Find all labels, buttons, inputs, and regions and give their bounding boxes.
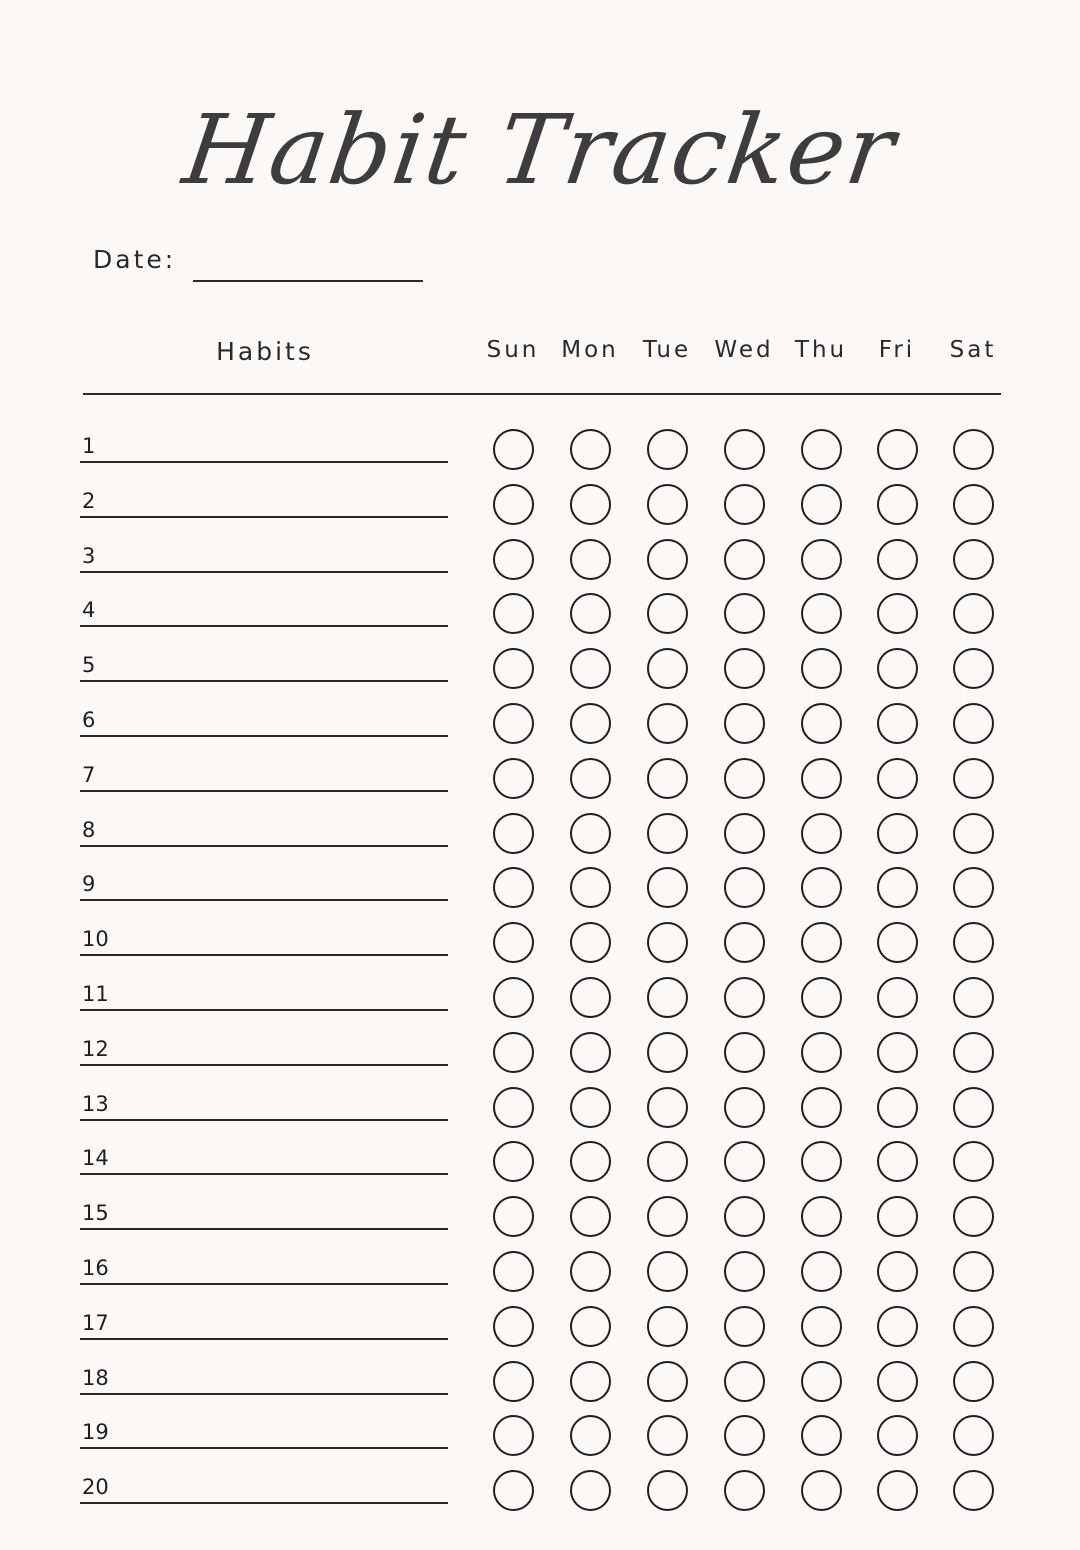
habit-checkbox-tue[interactable] (647, 813, 688, 854)
habit-row (0, 1306, 1080, 1360)
habit-name-field[interactable] (80, 1064, 448, 1066)
habit-checkbox-thu[interactable] (801, 813, 842, 854)
habit-checkbox-sat[interactable] (953, 1196, 994, 1237)
habit-checkbox-wed[interactable] (724, 1087, 765, 1128)
habit-checkbox-fri[interactable] (877, 1141, 918, 1182)
habit-row (0, 539, 1080, 593)
habit-checkbox-mon[interactable] (570, 648, 611, 689)
habit-checkbox-thu[interactable] (801, 1087, 842, 1128)
habit-checkbox-sat[interactable] (953, 703, 994, 744)
habit-checkbox-mon[interactable] (570, 758, 611, 799)
habit-checkbox-wed[interactable] (724, 484, 765, 525)
habit-checkbox-wed[interactable] (724, 1251, 765, 1292)
habit-row (0, 813, 1080, 867)
habit-name-field[interactable] (80, 516, 448, 518)
habit-row (0, 922, 1080, 976)
habit-row (0, 1196, 1080, 1250)
habit-checkbox-thu[interactable] (801, 1470, 842, 1511)
page-title: Habit Tracker (177, 94, 903, 206)
habit-checkbox-sat[interactable] (953, 867, 994, 908)
habit-number: 1 (82, 434, 96, 458)
habit-checkbox-fri[interactable] (877, 1415, 918, 1456)
habit-checkbox-sat[interactable] (953, 429, 994, 470)
habit-checkbox-sun[interactable] (493, 1196, 534, 1237)
habit-name-field[interactable] (80, 625, 448, 627)
habit-checkbox-fri[interactable] (877, 593, 918, 634)
habit-checkbox-tue[interactable] (647, 1032, 688, 1073)
habit-row (0, 484, 1080, 538)
habit-checkbox-sun[interactable] (493, 539, 534, 580)
habit-number: 13 (82, 1092, 109, 1116)
habit-checkbox-thu[interactable] (801, 1196, 842, 1237)
habit-name-field[interactable] (80, 954, 448, 956)
habit-checkbox-wed[interactable] (724, 813, 765, 854)
habit-number: 3 (82, 544, 96, 568)
habit-checkbox-sun[interactable] (493, 429, 534, 470)
day-header-tue: Tue (642, 337, 692, 363)
habit-name-field[interactable] (80, 1393, 448, 1395)
habit-name-field[interactable] (80, 1338, 448, 1340)
habit-checkbox-wed[interactable] (724, 977, 765, 1018)
habit-checkbox-thu[interactable] (801, 429, 842, 470)
habit-checkbox-tue[interactable] (647, 1141, 688, 1182)
habit-checkbox-fri[interactable] (877, 1032, 918, 1073)
habit-row (0, 703, 1080, 757)
habit-checkbox-tue[interactable] (647, 922, 688, 963)
habit-checkbox-tue[interactable] (647, 1361, 688, 1402)
habit-checkbox-fri[interactable] (877, 922, 918, 963)
habit-row (0, 648, 1080, 702)
habit-row (0, 429, 1080, 483)
habit-checkbox-wed[interactable] (724, 429, 765, 470)
habit-row (0, 593, 1080, 647)
habit-checkbox-thu[interactable] (801, 758, 842, 799)
habit-checkbox-sun[interactable] (493, 1251, 534, 1292)
habit-checkbox-sun[interactable] (493, 1306, 534, 1347)
habit-checkbox-wed[interactable] (724, 922, 765, 963)
date-label: Date: (93, 245, 177, 274)
habit-checkbox-thu[interactable] (801, 539, 842, 580)
habit-name-field[interactable] (80, 1502, 448, 1504)
habit-checkbox-sat[interactable] (953, 922, 994, 963)
habit-checkbox-sun[interactable] (493, 813, 534, 854)
habit-checkbox-fri[interactable] (877, 1470, 918, 1511)
habit-checkbox-sun[interactable] (493, 1361, 534, 1402)
habit-checkbox-thu[interactable] (801, 922, 842, 963)
habit-checkbox-mon[interactable] (570, 484, 611, 525)
habit-number: 8 (82, 818, 96, 842)
day-header-mon: Mon (561, 337, 619, 363)
habit-checkbox-fri[interactable] (877, 648, 918, 689)
habit-checkbox-fri[interactable] (877, 1306, 918, 1347)
habit-checkbox-fri[interactable] (877, 813, 918, 854)
habit-checkbox-fri[interactable] (877, 429, 918, 470)
day-header-sun: Sun (486, 337, 540, 363)
habit-checkbox-thu[interactable] (801, 1415, 842, 1456)
habit-checkbox-mon[interactable] (570, 703, 611, 744)
habit-checkbox-thu[interactable] (801, 1032, 842, 1073)
habit-checkbox-wed[interactable] (724, 1415, 765, 1456)
habit-checkbox-tue[interactable] (647, 484, 688, 525)
habit-name-field[interactable] (80, 735, 448, 737)
habit-name-field[interactable] (80, 680, 448, 682)
day-header-wed: Wed (714, 337, 774, 363)
habit-checkbox-sun[interactable] (493, 1470, 534, 1511)
habit-checkbox-wed[interactable] (724, 703, 765, 744)
habit-checkbox-sat[interactable] (953, 1087, 994, 1128)
habit-checkbox-tue[interactable] (647, 1251, 688, 1292)
habit-name-field[interactable] (80, 1283, 448, 1285)
habit-checkbox-tue[interactable] (647, 867, 688, 908)
habit-checkbox-sat[interactable] (953, 1361, 994, 1402)
habit-checkbox-fri[interactable] (877, 1087, 918, 1128)
habit-checkbox-fri[interactable] (877, 1361, 918, 1402)
habit-checkbox-mon[interactable] (570, 1361, 611, 1402)
habit-checkbox-wed[interactable] (724, 758, 765, 799)
habit-row (0, 867, 1080, 921)
habit-checkbox-sun[interactable] (493, 1087, 534, 1128)
habit-checkbox-sat[interactable] (953, 758, 994, 799)
habit-checkbox-thu[interactable] (801, 703, 842, 744)
habit-checkbox-mon[interactable] (570, 1196, 611, 1237)
habit-checkbox-wed[interactable] (724, 593, 765, 634)
habit-checkbox-sat[interactable] (953, 1251, 994, 1292)
habit-checkbox-sat[interactable] (953, 1415, 994, 1456)
habit-name-field[interactable] (80, 1228, 448, 1230)
habit-row (0, 1087, 1080, 1141)
habit-row (0, 1470, 1080, 1524)
habit-checkbox-thu[interactable] (801, 1361, 842, 1402)
habit-checkbox-tue[interactable] (647, 703, 688, 744)
habit-checkbox-fri[interactable] (877, 758, 918, 799)
habits-column-header: Habits (216, 337, 314, 366)
habit-checkbox-tue[interactable] (647, 1415, 688, 1456)
habit-checkbox-sun[interactable] (493, 867, 534, 908)
habit-name-field[interactable] (80, 1447, 448, 1449)
habit-name-field[interactable] (80, 790, 448, 792)
habit-checkbox-mon[interactable] (570, 1251, 611, 1292)
habit-checkbox-mon[interactable] (570, 1032, 611, 1073)
habit-checkbox-tue[interactable] (647, 648, 688, 689)
habit-checkbox-sun[interactable] (493, 758, 534, 799)
habit-checkbox-mon[interactable] (570, 539, 611, 580)
habit-checkbox-fri[interactable] (877, 484, 918, 525)
habit-number: 15 (82, 1201, 109, 1225)
habit-number: 20 (82, 1475, 109, 1499)
habit-number: 6 (82, 708, 96, 732)
habit-name-field[interactable] (80, 899, 448, 901)
habit-number: 14 (82, 1146, 109, 1170)
habit-number: 5 (82, 653, 96, 677)
habit-checkbox-sat[interactable] (953, 593, 994, 634)
habit-row (0, 977, 1080, 1031)
habit-name-field[interactable] (80, 571, 448, 573)
habit-checkbox-thu[interactable] (801, 1306, 842, 1347)
habit-checkbox-tue[interactable] (647, 1196, 688, 1237)
habit-number: 11 (82, 982, 109, 1006)
habit-row (0, 758, 1080, 812)
habit-checkbox-sun[interactable] (493, 922, 534, 963)
habit-checkbox-mon[interactable] (570, 813, 611, 854)
habit-checkbox-mon[interactable] (570, 1087, 611, 1128)
day-header-thu: Thu (794, 337, 848, 363)
habit-checkbox-tue[interactable] (647, 539, 688, 580)
habit-checkbox-mon[interactable] (570, 1470, 611, 1511)
habit-row (0, 1415, 1080, 1469)
habit-checkbox-mon[interactable] (570, 922, 611, 963)
habit-number: 12 (82, 1037, 109, 1061)
habit-checkbox-tue[interactable] (647, 429, 688, 470)
habit-checkbox-sun[interactable] (493, 484, 534, 525)
habit-row (0, 1141, 1080, 1195)
habit-checkbox-sat[interactable] (953, 1032, 994, 1073)
habit-name-field[interactable] (80, 1173, 448, 1175)
habit-name-field[interactable] (80, 1009, 448, 1011)
habit-checkbox-sun[interactable] (493, 1032, 534, 1073)
habit-number: 7 (82, 763, 96, 787)
habit-checkbox-fri[interactable] (877, 1196, 918, 1237)
habit-checkbox-sun[interactable] (493, 977, 534, 1018)
habit-checkbox-sat[interactable] (953, 648, 994, 689)
habit-number: 16 (82, 1256, 109, 1280)
habit-checkbox-thu[interactable] (801, 977, 842, 1018)
habit-row (0, 1251, 1080, 1305)
habit-row (0, 1361, 1080, 1415)
habit-checkbox-fri[interactable] (877, 867, 918, 908)
habit-checkbox-wed[interactable] (724, 1196, 765, 1237)
habit-checkbox-tue[interactable] (647, 1306, 688, 1347)
habit-checkbox-mon[interactable] (570, 867, 611, 908)
habit-checkbox-wed[interactable] (724, 1141, 765, 1182)
habit-checkbox-sun[interactable] (493, 1141, 534, 1182)
habit-checkbox-wed[interactable] (724, 1032, 765, 1073)
habit-checkbox-mon[interactable] (570, 1306, 611, 1347)
habit-checkbox-sun[interactable] (493, 1415, 534, 1456)
habit-checkbox-sat[interactable] (953, 484, 994, 525)
habit-checkbox-tue[interactable] (647, 977, 688, 1018)
habit-checkbox-fri[interactable] (877, 539, 918, 580)
habit-checkbox-thu[interactable] (801, 593, 842, 634)
habit-checkbox-fri[interactable] (877, 977, 918, 1018)
habit-number: 9 (82, 872, 96, 896)
habit-checkbox-mon[interactable] (570, 429, 611, 470)
habit-number: 4 (82, 598, 96, 622)
habit-checkbox-tue[interactable] (647, 758, 688, 799)
habit-checkbox-wed[interactable] (724, 648, 765, 689)
habit-checkbox-thu[interactable] (801, 1251, 842, 1292)
habit-checkbox-sat[interactable] (953, 1470, 994, 1511)
habit-number: 17 (82, 1311, 109, 1335)
habit-checkbox-mon[interactable] (570, 1141, 611, 1182)
habit-checkbox-wed[interactable] (724, 1306, 765, 1347)
habit-checkbox-sun[interactable] (493, 593, 534, 634)
habit-checkbox-wed[interactable] (724, 867, 765, 908)
habit-name-field[interactable] (80, 461, 448, 463)
habit-checkbox-wed[interactable] (724, 539, 765, 580)
habit-checkbox-tue[interactable] (647, 1087, 688, 1128)
day-header-sat: Sat (949, 337, 997, 363)
habit-checkbox-sat[interactable] (953, 1141, 994, 1182)
habit-name-field[interactable] (80, 845, 448, 847)
habit-number: 18 (82, 1366, 109, 1390)
habit-checkbox-thu[interactable] (801, 484, 842, 525)
habit-checkbox-sat[interactable] (953, 977, 994, 1018)
habit-checkbox-wed[interactable] (724, 1361, 765, 1402)
habit-name-field[interactable] (80, 1119, 448, 1121)
habit-checkbox-sat[interactable] (953, 539, 994, 580)
habit-checkbox-sat[interactable] (953, 813, 994, 854)
habit-checkbox-wed[interactable] (724, 1470, 765, 1511)
habit-checkbox-mon[interactable] (570, 593, 611, 634)
habit-number: 10 (82, 927, 109, 951)
habit-checkbox-mon[interactable] (570, 977, 611, 1018)
habit-checkbox-thu[interactable] (801, 648, 842, 689)
habit-number: 19 (82, 1420, 109, 1444)
day-header-fri: Fri (878, 337, 916, 363)
habit-checkbox-thu[interactable] (801, 1141, 842, 1182)
habit-number: 2 (82, 489, 96, 513)
habit-checkbox-sun[interactable] (493, 648, 534, 689)
habit-checkbox-sun[interactable] (493, 703, 534, 744)
habit-checkbox-tue[interactable] (647, 1470, 688, 1511)
habit-checkbox-thu[interactable] (801, 867, 842, 908)
habit-row (0, 1032, 1080, 1086)
habit-checkbox-tue[interactable] (647, 593, 688, 634)
habit-checkbox-fri[interactable] (877, 1251, 918, 1292)
habit-checkbox-fri[interactable] (877, 703, 918, 744)
habit-checkbox-mon[interactable] (570, 1415, 611, 1456)
habit-checkbox-sat[interactable] (953, 1306, 994, 1347)
